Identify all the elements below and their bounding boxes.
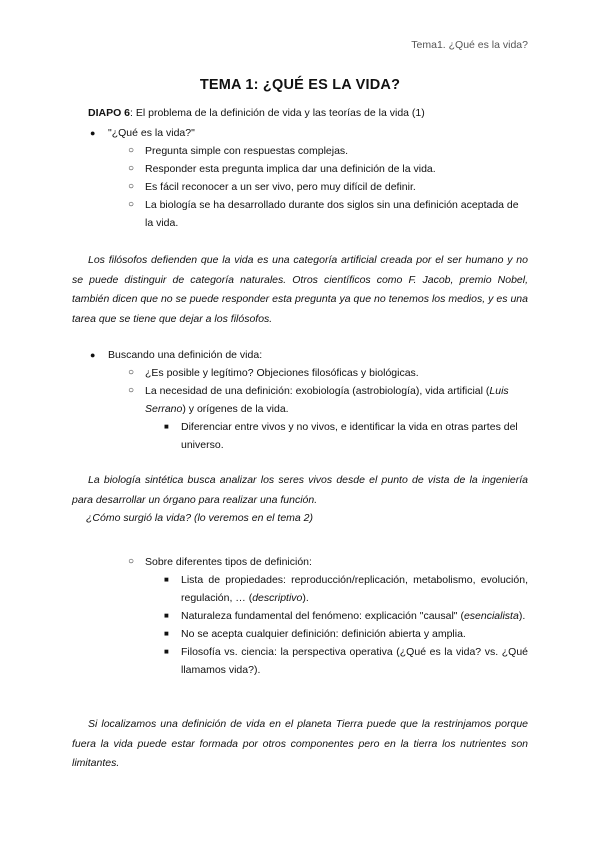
circle-bullet-icon: ○ xyxy=(128,163,135,174)
square-bullet-icon: ■ xyxy=(164,647,169,656)
square-bullet-icon: ■ xyxy=(164,575,169,584)
list-item-text: ¿Es posible y legítimo? Objeciones filosóficas y biológicas. xyxy=(145,367,419,379)
running-header: Tema1. ¿Qué es la vida? xyxy=(411,39,528,51)
list-item xyxy=(72,178,528,196)
list-item-text: "¿Qué es la vida?" xyxy=(108,127,195,139)
list-item xyxy=(72,382,528,418)
list-item-text: Pregunta simple con respuestas complejas. xyxy=(145,145,349,157)
list-item-text: Buscando una definición de vida: xyxy=(108,349,263,361)
paragraph-philosophers: Los filósofos defienden que la vida es una categoría artificial creada por el ser humano y no se puede distinguir de categoría naturales. Otros científicos como F. Jacob, premio Nobel, también dicen que no se puede responder esta pregunta ya que no tenemos los medios, y es una tarea que se tiene que dejar a los filósofos. xyxy=(72,254,528,325)
list-item xyxy=(72,625,528,643)
slide-subtitle-text: : El problema de la definición de vida y las teorías de la vida (1) xyxy=(130,107,425,119)
slide-subtitle xyxy=(88,104,425,122)
slide-label: DIAPO 6 xyxy=(88,107,131,119)
list-item-text: No se acepta cualquier definición: definición abierta y amplia. xyxy=(181,628,466,640)
list-item xyxy=(72,607,528,625)
text-run: ) y orígenes de la vida. xyxy=(182,403,289,415)
list-item xyxy=(72,142,528,160)
circle-bullet-icon: ○ xyxy=(128,181,135,192)
list-item-text: Filosofía vs. ciencia: la perspectiva operativa (¿Qué es la vida? vs. ¿Qué llamamos vida?). xyxy=(181,646,528,676)
list-item-text xyxy=(145,382,528,418)
list-item xyxy=(72,346,528,364)
list-item-text: Sobre diferentes tipos de definición: xyxy=(145,556,312,568)
italic-name: Luis Serrano xyxy=(145,385,509,415)
list-item xyxy=(72,196,528,232)
list-item xyxy=(72,553,528,571)
bullet-icon: ● xyxy=(90,128,96,138)
list-item xyxy=(72,124,528,142)
list-item xyxy=(72,418,528,454)
list-item-text xyxy=(181,571,528,607)
circle-bullet-icon: ○ xyxy=(128,145,135,156)
list-item xyxy=(72,643,528,679)
list-item-text: Diferenciar entre vivos y no vivos, e identificar la vida en otras partes del universo. xyxy=(181,421,518,451)
list-item xyxy=(72,160,528,178)
italic-term: esencialista xyxy=(463,610,519,622)
paragraph-synthetic-biology: La biología sintética busca analizar los seres vivos desde el punto de vista de la ingeniería para desarrollar un órgano para realizar una función. xyxy=(72,474,528,506)
square-bullet-icon: ■ xyxy=(164,422,169,431)
circle-bullet-icon: ○ xyxy=(128,199,135,210)
text-run: ). xyxy=(518,610,526,622)
text-run: ). xyxy=(302,592,309,604)
paragraph-earth-definition: Si localizamos una definición de vida en el planeta Tierra puede que la restrinjamos porque fuera la vida puede estar formada por otros componentes pero en la tierra los nutrientes son limitantes. xyxy=(72,718,528,769)
list-item-text: Es fácil reconocer a un ser vivo, pero muy difícil de definir. xyxy=(145,181,416,193)
list-item-text: Responder esta pregunta implica dar una definición de la vida. xyxy=(145,163,436,175)
list-item xyxy=(72,364,528,382)
section-searching-definition xyxy=(72,346,528,454)
italic-term: descriptivo xyxy=(252,592,303,604)
list-item-text: La biología se ha desarrollado durante dos siglos sin una definición aceptada de la vida. xyxy=(145,199,519,229)
page-title: TEMA 1: ¿QUÉ ES LA VIDA? xyxy=(199,77,401,93)
text-run: La necesidad de una definición: exobiología (astrobiología), vida artificial ( xyxy=(145,385,490,397)
square-bullet-icon: ■ xyxy=(164,611,169,620)
section-what-is-life xyxy=(72,124,528,232)
bullet-icon: ● xyxy=(90,350,96,360)
text-run: Naturaleza fundamental del fenómeno: explicación "causal" ( xyxy=(181,610,464,622)
question-origin-life: ¿Cómo surgió la vida? (lo veremos en el tema 2) xyxy=(86,512,314,524)
circle-bullet-icon: ○ xyxy=(128,385,135,396)
list-item xyxy=(72,571,528,607)
circle-bullet-icon: ○ xyxy=(128,367,135,378)
square-bullet-icon: ■ xyxy=(164,629,169,638)
list-item-text xyxy=(181,607,528,625)
circle-bullet-icon: ○ xyxy=(128,556,135,567)
section-definition-types xyxy=(72,553,528,679)
text-run: Lista de propiedades: reproducción/replicación, metabolismo, evolución, regulación, … ( xyxy=(181,574,528,604)
